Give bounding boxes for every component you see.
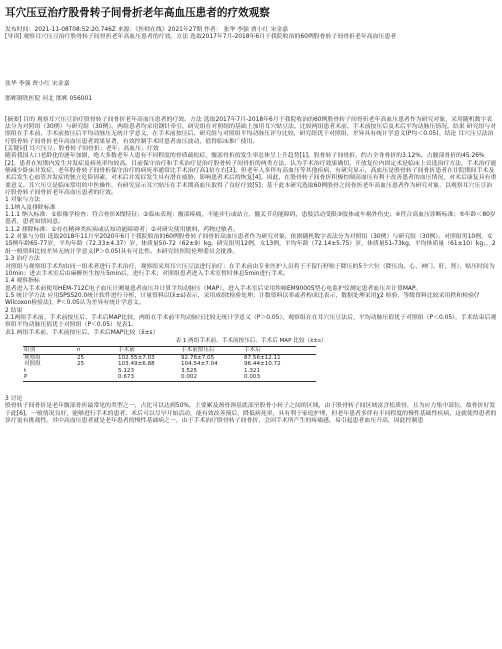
discussion-paragraph: 股骨转子间骨折是老年髋部骨折最常见的类型之一，占比可以达到50%，主要累及颈骨颈基底部至股骨小转子之间的区域，由于股骨转子间区域富含松质骨，且为应力集中部位，故骨折好发于此[6]。一般情况良好，能够进行手术的患者，术后可以尽早开始活动，能有效改善预后，降低病死率，具有利于家庭护理，但老年患者多伴有不同程度的慢性基础性疾病，这就使得患者的诊疗更有挑战性。其中高血压患者就是老年患者的慢性基础病之一，由于手术治疗股骨转子间骨折，会因手术所产生的疼痛感，易引起患者血压升高，因此控制患 bbox=[5, 403, 497, 424]
table-cell: 103.49±6.88 bbox=[118, 361, 155, 368]
table-cell bbox=[76, 374, 117, 381]
subsection-heading-indicators: 1.4 观察指标 bbox=[5, 278, 40, 285]
table-row bbox=[23, 374, 316, 381]
intro-paragraph: 随着我国人口老龄化的逐年加剧，绝大多数老年人患有不同程度的骨质疏松症，髋部骨折的发生率总体呈上升趋势[1]。股骨转子间骨折，约占全身骨折的3.12%，占髋部骨折的45.26%[2]。患者在短期内发生并发症及病死率均较高。目前保守治疗和手术治疗是治疗股骨转子间骨折的两类方法，认为手术治疗效果确切，开放复位内固定术是临床上首选治疗方法，手术治疗能够减少卧床并发症，老年股骨转子间骨折保守治疗的病死率通常比手术治疗高1倍左右[3]。但老年人多伴有高血压等其他疾病，有研究显示，高血压是股骨转子间骨折患者在住院期间手术及术后发生心血管并发症的独立危险因素，对术后并发症发生具有潜在威胁，影响患者术后的恢复[4]。因此，在股骨转子间骨折积极控制高血压有利于改善患者的血压情况，对术后康复具有重要意义。耳穴压豆是临床常用的中医操作，有研究显示耳穴贴压在手术期高血压取得了良好疗效[5]；基于此本研究选取60例股骨之间骨折老年高血压患者作为研究对象，以观察耳穴压豆治疗股骨转子间骨折老年高血压患者的疗效。 bbox=[5, 153, 497, 197]
statistics-paragraph: 1.5 统计学方法 应用SPSS20.0统计软件进行分析，计量资料以(x̄±s)表示，采用成组t检验处理；计数资料以率或者构成比表示，数据处理采用χ2 检验，等级资料比较采用秩和检验(?Wilcoxon检验法)，P＜0.05认为差异有统计学意义。 bbox=[5, 292, 480, 307]
table-cell: 1.321 bbox=[244, 367, 261, 374]
author-list: 张华 李强 贾小红 宋金嘉 bbox=[5, 80, 70, 87]
publish-meta: 发布时间：2021-11-08T08:52:20.746Z 来源：《医师在线》2021年27期 作者： 张华 李强 贾小红 宋金嘉 bbox=[5, 27, 289, 33]
table-header-cell: 手术后 bbox=[243, 346, 316, 354]
results-table bbox=[23, 346, 316, 382]
table-cell: 0.002 bbox=[180, 374, 243, 381]
table-cell: 25 bbox=[77, 354, 85, 361]
table-cell: 3.525 bbox=[181, 367, 198, 374]
treatment-paragraph: 对照组与观察组手术均由同一组术者进行手术治疗，观察组采用耳穴压豆法进行治疗：在手术前由专业医护人员将王不留行籽贴于降压的5个穴位（降压沟、心、神门、肝、肾），贴压时间为10min；进去手术室后由麻醉医生按压5min后，进行手术；对照组患者进入手术室暂时休息5min进行手术。 bbox=[5, 263, 495, 277]
table-header-cell: 手术前按压后 bbox=[180, 346, 243, 354]
section-heading-results: 2 结果 bbox=[5, 307, 23, 314]
body-section bbox=[5, 153, 497, 425]
keywords-text: [关键词] 耳穴压豆；股骨转子间骨折；老年；高血压；疗效 bbox=[5, 146, 159, 152]
table-header-cell: 组别 bbox=[23, 346, 76, 354]
article-title: 耳穴压豆治疗股骨转子间骨折老年高血压患者的疗效观察 bbox=[5, 7, 270, 19]
table-reference: 表1 两组手术前、手术前按压后、手术后MAP比较（x̄±s） bbox=[5, 329, 159, 336]
table-header-row bbox=[23, 346, 316, 354]
exclusion-criteria: 1.1.2 排除标准：①存在精神类疾病或认知功能障碍者；②对研究使用敏料、药物过敏者。 bbox=[5, 226, 239, 233]
results-paragraph: 2.1两组手术前、手术前按压后、手术后MAP比较，两组在手术前平均动脉压比较无统计学意义（P＞0.05），观察组在在耳穴压豆法后，平均动脉压值优于对照组（P＜0.05），手术结束后观察组平均动脉压值优于对照组（P＜0.05）见表1。 bbox=[5, 314, 497, 329]
table-row bbox=[23, 368, 316, 375]
table-caption: 表 1 两组手术前、手术前按压后、手术后 MAP 比较（x̄±s） bbox=[175, 337, 327, 344]
section-heading-methods: 1 对象与方法 bbox=[5, 197, 41, 204]
table-cell: 92.76±7.05 bbox=[181, 354, 215, 361]
table-row bbox=[23, 354, 316, 361]
section-heading-discussion: 3 讨论 bbox=[5, 395, 23, 402]
inclusion-criteria: 1.1.1 纳入标准：①影像学检查：符合骨折X线特征；②临床表现：髋部疼痛，不能步行或站立，髋关节功能障碍，患肢活动受限③肢体或车祸外伤史；④符合高血压诊断标准；⑤年龄＜80岁患者，患者知情同意。 bbox=[5, 212, 496, 226]
table-cell: P bbox=[23, 374, 76, 381]
abstract-section bbox=[5, 117, 497, 154]
indicators-paragraph: 患者进入手术前使用HEM-712C电子血压计测量患者血压并计算平均动脉压（MAP），进入手术室后采用埃顿EM9000S型心电监护仪测定患者血压并计算MAP。 bbox=[5, 285, 422, 292]
table-cell: 5.123 bbox=[118, 367, 135, 374]
discussion-section bbox=[5, 396, 497, 425]
table-cell: 25 bbox=[77, 361, 85, 368]
table-cell: 对照组 bbox=[24, 361, 41, 368]
table-cell: 0.003 bbox=[243, 374, 316, 381]
table-cell bbox=[76, 368, 117, 375]
table-cell: 96.44±10.72 bbox=[244, 361, 281, 368]
author-affiliation: 邯郸钢铁医院 河北 邯郸 056001 bbox=[5, 96, 93, 103]
table-cell: 0.673 bbox=[117, 374, 180, 381]
table-cell: 观察组 bbox=[24, 354, 41, 361]
subjects-grouping: 1.2 对象与分组 选取2018年11月至2020年6月于我院收治的60例股骨转子间骨折高血压患者作为研究对象，依据随机数字表法分为对照组（30例）与研究组（30例）。对照组男10例，女15例年龄65-77岁，平均年龄（72.33±4.37）岁，体质量50-72（62±9）kg。研究组男12例，女13例，平均年龄（72.14±5.75）岁，体质量51-73kg，平均体质量（61±10）kg；，2组一般资料比较差异无统计学意义(P＞0.05)具有可比性。本研究经医院伦理委员会批准。 bbox=[5, 234, 496, 255]
subsection-heading-criteria: 1.1纳入及排除标准 bbox=[5, 204, 56, 211]
table-header-cell: 手术前 bbox=[117, 346, 180, 354]
subsection-heading-treatment: 1.3 治疗方法 bbox=[5, 256, 40, 263]
table-row bbox=[23, 361, 316, 368]
table-cell: 102.55±7.03 bbox=[118, 354, 155, 361]
article-guide: [导读] 观察耳穴压豆治疗股骨转子间骨折老年高血压患者的疗效。方法 选取2017年7月-2018年6月于我院收治的60例股骨转子间骨折老年高血压患者 bbox=[5, 34, 397, 41]
table-cell: t bbox=[24, 367, 27, 374]
table-header-cell: n bbox=[76, 346, 117, 354]
table-cell: 104.54±7.04 bbox=[181, 361, 218, 368]
abstract-text: [摘要] 目的 观察耳穴压豆治疗股骨转子间骨折老年高血压患者的疗效。方法 选取2017年7月-2018年6月于我院收治的60例股骨转子间骨折老年高血压患者作为研究对象，采用随机数字表法分为对照组（30例）与研究组（30例）。两组患者均采用钢针牵引，研究组在对照组的基础上加用耳穴贴豆法。比较两组患者术前、手术前按压后及术后平均动脉压情况。结果 研究组与对照组在手术前、手术前按压后平均动脉压无统计学意义，在手术前按压后，研究组与对照组平均动脉压评分比较，研究组优于对照组，差异具有统计学意义(P均＜0.05)。结论 耳穴压豆法治疗股骨转子间骨折老年高血压患者效果显著，有效控制手术时患者血压波动，值得临床推广使用。 bbox=[5, 116, 497, 145]
table-cell: 87.56±12.11 bbox=[244, 354, 281, 361]
